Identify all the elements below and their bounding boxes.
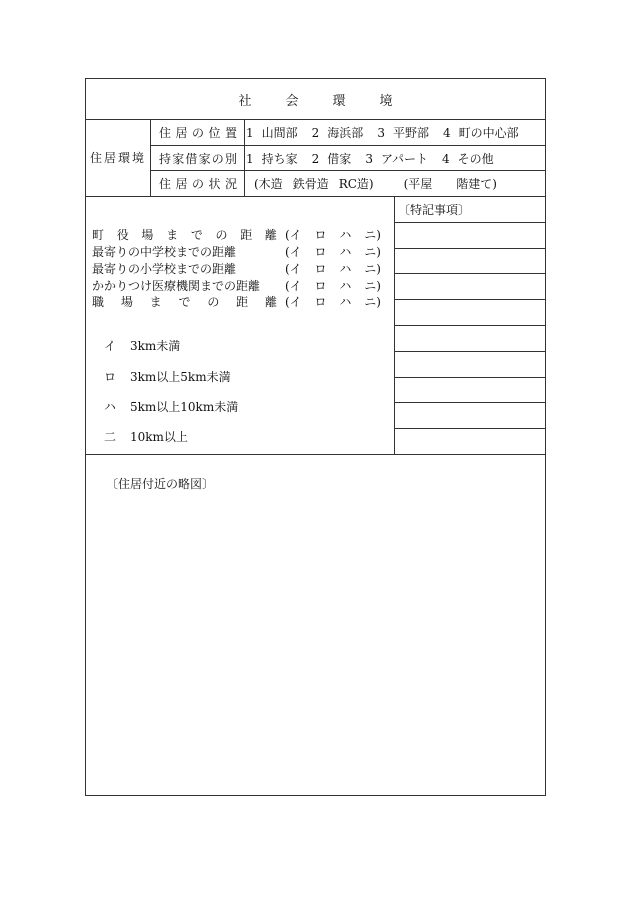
distance-name-char: 距 <box>240 227 253 242</box>
row-option: 2 <box>311 125 320 140</box>
row-option: 階建て) <box>456 177 497 191</box>
distance-option[interactable]: (イ <box>285 278 302 293</box>
distance-option[interactable]: ロ <box>314 244 327 259</box>
row-option: アパート <box>380 152 428 166</box>
distance-name-char: 場 <box>120 294 133 309</box>
legend-key: 二 <box>104 430 117 444</box>
special-notes-line[interactable] <box>394 273 545 274</box>
row-option: (平屋 <box>403 177 433 191</box>
row-label-char: 住 <box>159 177 172 191</box>
row-label-char: の <box>191 177 204 191</box>
row-option: RC造) <box>338 177 374 191</box>
distance-option[interactable]: ロ <box>314 294 327 309</box>
row-option: 4 <box>442 125 451 140</box>
distance-legend-item <box>104 428 188 445</box>
distance-option[interactable]: ニ) <box>364 261 381 276</box>
distance-options <box>285 293 381 310</box>
distance-name-char: かかりつけ医療機関までの距離 <box>92 278 261 293</box>
row-option: 平野部 <box>392 126 429 140</box>
distance-option[interactable]: ニ) <box>364 278 381 293</box>
row-label-char: 別 <box>224 152 237 166</box>
row-option: 借家 <box>327 152 352 166</box>
distance-name <box>92 293 277 310</box>
row-label-char: の <box>191 126 204 140</box>
distance-name <box>92 243 277 260</box>
row-option: 1 <box>246 125 254 140</box>
distance-options <box>285 277 381 294</box>
distance-options <box>285 243 381 260</box>
distance-option[interactable]: ニ) <box>364 244 381 259</box>
special-notes-title: 〔特記事項〕 <box>398 203 471 217</box>
legend-text: 10km以上 <box>130 430 188 444</box>
residence-map-area[interactable] <box>86 455 545 795</box>
row-option: 海浜部 <box>327 126 364 140</box>
distance-row <box>92 293 382 309</box>
distance-name-char: 場 <box>141 227 154 242</box>
row-option: 鉄骨造 <box>292 177 329 191</box>
legend-text: 5km以上10km未満 <box>130 400 239 414</box>
distance-name <box>92 277 277 294</box>
row-option: 4 <box>442 151 450 166</box>
row-label-char: 借 <box>185 152 198 166</box>
distance-option[interactable]: (イ <box>285 261 302 276</box>
row-option: 町の中心部 <box>458 126 519 140</box>
distance-name-char: 距 <box>236 294 249 309</box>
legend-text: 3km未満 <box>130 339 181 353</box>
distance-row <box>92 243 382 259</box>
distance-name-char: 離 <box>264 294 277 309</box>
legend-text: 3km以上5km未満 <box>130 370 231 384</box>
distance-name-char: 町 <box>92 227 105 242</box>
row-option: 山間部 <box>261 126 298 140</box>
social-environment-form <box>85 78 546 796</box>
title-char: 環 <box>332 93 346 109</box>
distance-row <box>92 277 382 293</box>
row-option: 2 <box>311 151 320 166</box>
distance-name-char: で <box>178 294 191 309</box>
distance-name <box>92 226 277 243</box>
special-notes-line[interactable] <box>394 325 545 326</box>
distance-legend-item <box>104 398 238 415</box>
distance-option[interactable]: ハ <box>339 261 352 276</box>
distance-option[interactable]: ハ <box>339 244 352 259</box>
row-label-char: 居 <box>175 177 188 191</box>
distance-name-char: の <box>215 227 228 242</box>
special-notes-line[interactable] <box>394 351 545 352</box>
living-environment-label: 住居環境 <box>89 151 146 165</box>
residence-location-label <box>152 120 242 145</box>
distance-option[interactable]: ロ <box>314 278 327 293</box>
distance-option[interactable]: (イ <box>285 244 302 259</box>
distance-name-char: ま <box>166 227 179 242</box>
row-option: その他 <box>457 152 494 166</box>
row-option: (木造 <box>254 177 283 191</box>
distance-options <box>285 260 381 277</box>
distance-legend-item <box>104 368 231 385</box>
distance-option[interactable]: ハ <box>339 278 352 293</box>
special-notes-line[interactable] <box>394 222 545 223</box>
special-notes-line[interactable] <box>394 402 545 403</box>
special-notes-line[interactable] <box>394 428 545 429</box>
row-option: 1 <box>246 151 254 166</box>
distance-row <box>92 260 382 276</box>
row-option: 3 <box>377 125 385 140</box>
distance-name-char: で <box>190 227 203 242</box>
form-title <box>86 79 545 119</box>
row-label-char: 家 <box>172 152 185 166</box>
legend-key: イ <box>104 339 117 353</box>
row-option: 3 <box>365 151 373 166</box>
distance-row <box>92 226 382 242</box>
title-char: 会 <box>285 93 299 109</box>
residence-condition-label <box>152 171 242 196</box>
row-label-char: 状 <box>208 177 221 191</box>
distance-name-char: の <box>207 294 220 309</box>
distance-options <box>285 226 381 243</box>
distance-name-char: 最寄りの中学校までの距離 <box>92 244 237 259</box>
distance-option[interactable]: (イ <box>285 227 302 242</box>
special-notes-line[interactable] <box>394 377 545 378</box>
distance-legend-item <box>104 337 180 354</box>
legend-key: ハ <box>104 400 117 414</box>
row-label-char: 持 <box>159 152 172 166</box>
special-notes-line[interactable] <box>394 248 545 249</box>
distance-option[interactable]: ニ) <box>364 227 381 242</box>
title-char: 社 <box>238 93 252 109</box>
row-label-char: 況 <box>224 177 237 191</box>
special-notes-line[interactable] <box>394 299 545 300</box>
distance-name-char: ま <box>149 294 162 309</box>
distance-option[interactable]: ロ <box>314 227 327 242</box>
distance-option[interactable]: ニ) <box>364 294 381 309</box>
row-label-char: 位 <box>208 126 221 140</box>
row-label-char: 住 <box>159 126 172 140</box>
distance-option[interactable]: (イ <box>285 294 302 309</box>
row-label-char: 居 <box>175 126 188 140</box>
distance-option[interactable]: ロ <box>314 261 327 276</box>
distance-name-char: 離 <box>264 227 277 242</box>
distance-name <box>92 260 277 277</box>
row-option: 持ち家 <box>261 152 298 166</box>
title-char: 境 <box>379 93 393 109</box>
row-label-char: 家 <box>198 152 211 166</box>
distance-option[interactable]: ハ <box>339 227 352 242</box>
residence-condition-options <box>254 171 507 196</box>
distance-name-char: 職 <box>92 294 105 309</box>
row-label-char: 置 <box>224 126 237 140</box>
ownership-type-label <box>152 146 242 171</box>
distance-name-char: 最寄りの小学校までの距離 <box>92 261 237 276</box>
row-label-char: の <box>211 152 224 166</box>
distance-name-char: 役 <box>116 227 129 242</box>
ownership-type-options <box>246 146 508 171</box>
residence-map-title: 〔住居付近の略図〕 <box>106 477 215 491</box>
residence-location-options <box>246 120 533 145</box>
distance-option[interactable]: ハ <box>339 294 352 309</box>
legend-key: ロ <box>104 370 117 384</box>
